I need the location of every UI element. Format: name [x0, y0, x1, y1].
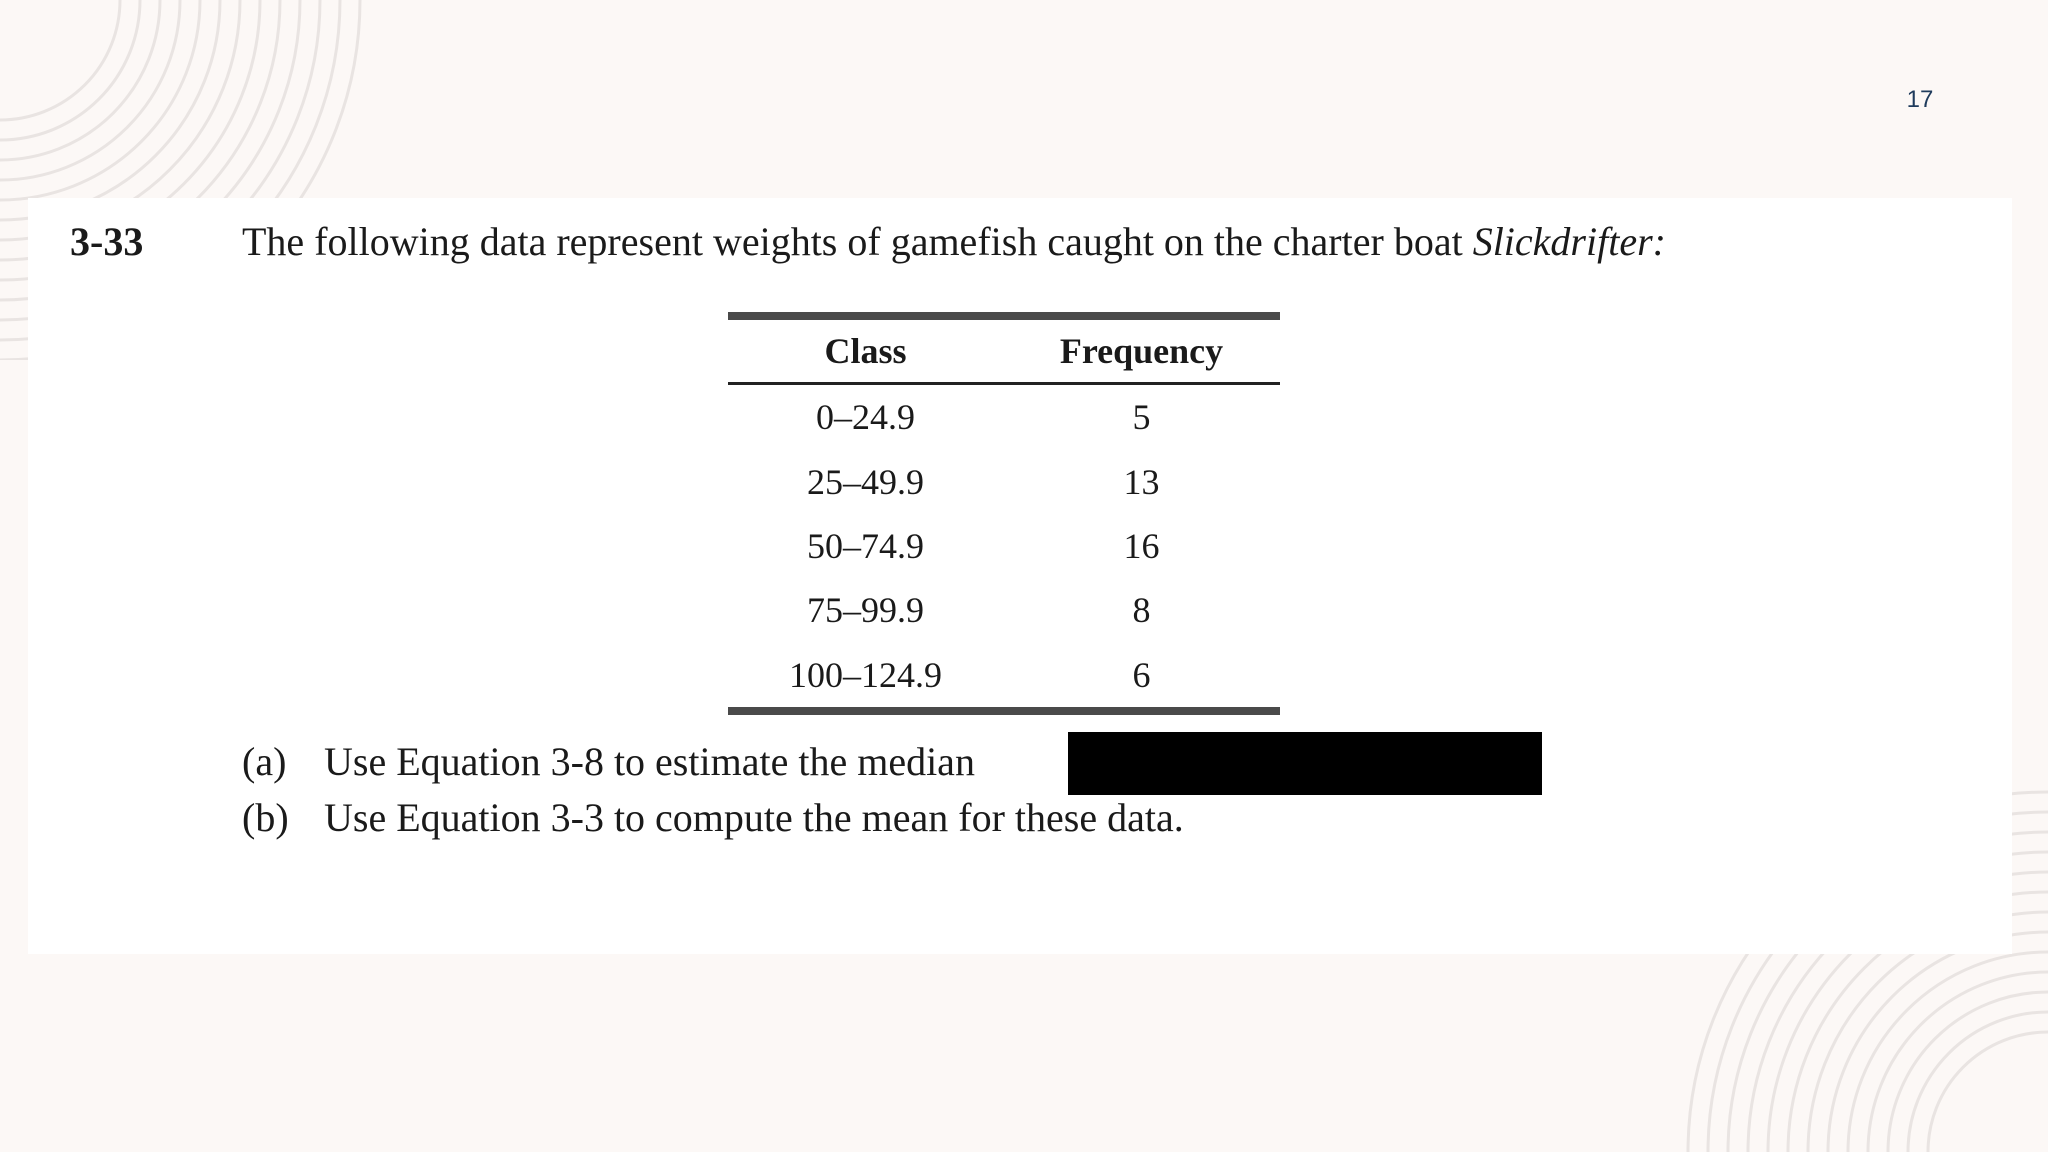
- problem-number: 3-33: [70, 219, 144, 264]
- class-cell: 100–124.9: [728, 643, 1003, 711]
- question-part-b: [242, 794, 1184, 841]
- column-header-frequency: Frequency: [1003, 316, 1280, 384]
- class-cell: 75–99.9: [807, 590, 924, 631]
- question-part-a: [242, 738, 975, 785]
- redaction-block: [1068, 732, 1542, 795]
- table-row: [728, 514, 1280, 578]
- table-row: [728, 578, 1280, 642]
- problem-statement-text: The following data represent weights of gamefish caught on the charter boat: [242, 219, 1473, 264]
- class-cell: 25–49.9: [807, 461, 924, 502]
- class-cell: 0–24.9: [816, 397, 915, 438]
- frequency-table: [728, 312, 1280, 715]
- frequency-cell: 6: [1003, 643, 1280, 711]
- part-b-text: Use Equation 3-3 to compute the mean for these data.: [324, 795, 1184, 840]
- column-header-class: Class: [728, 316, 1003, 384]
- class-cell: 50–74.9: [807, 525, 924, 566]
- frequency-cell: 8: [1132, 590, 1151, 631]
- part-a-text: Use Equation 3-8 to estimate the median: [324, 739, 975, 784]
- table-row: [728, 384, 1280, 450]
- problem-panel: [28, 198, 2012, 954]
- frequency-cell: 16: [1123, 525, 1160, 566]
- table-row: [728, 643, 1280, 711]
- slide-number: 17: [1906, 86, 1934, 113]
- frequency-cell: 13: [1123, 461, 1160, 502]
- problem-statement: [242, 218, 1666, 265]
- table-header-row: [728, 316, 1280, 384]
- frequency-cell: 5: [1132, 397, 1151, 438]
- part-a-label: (a): [242, 739, 287, 784]
- table-row: [728, 449, 1280, 513]
- part-b-label: (b): [242, 795, 289, 840]
- boat-name: Slickdrifter:: [1472, 219, 1666, 264]
